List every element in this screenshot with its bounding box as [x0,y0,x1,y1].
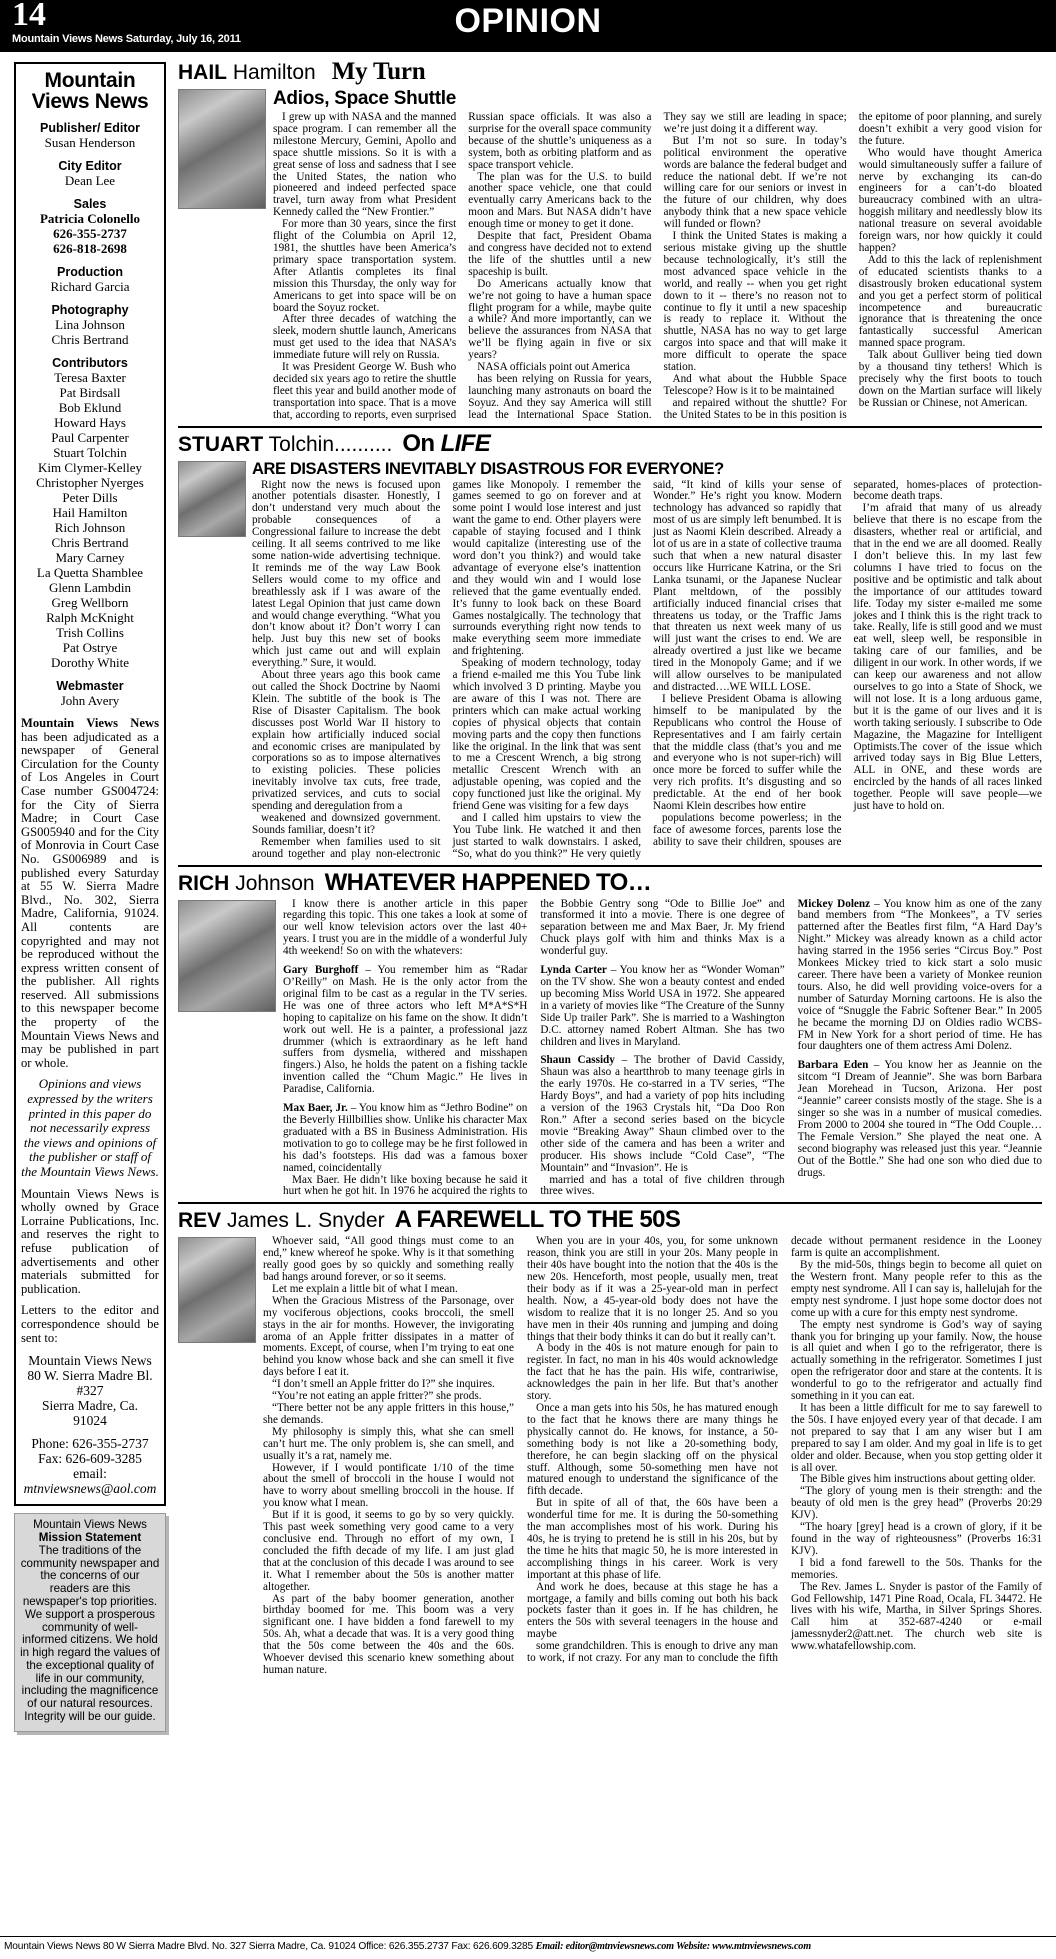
staff-role: Sales [73,197,107,211]
paragraph: About three years ago this book came out called the Shock Doctrine by Naomi Klein. The subtitle of the book is The Rise of Disaster Capitalism. The book discusses post World War II history to explain how artificially induced social and economic crises are manipulated by corporations so as to impose alternatives to existing policies. These policies inevitably involve tax cuts, free trade, privatized services, and cuts to social spending and deregulation from a [252,669,441,813]
staff-name: Susan Henderson [44,135,136,150]
tolchin-title-plain: On [402,429,441,457]
staff-name: Dorothy White [50,655,130,670]
paragraph: But if it is good, it seems to go by so very quickly. This past week something very good came to a very conclusive end. Through no effort of my own, I concluded the fifth decade of my life. I am just glad that at the conclusion of this decade I was around to see it. What I remember about the 50s is another matter altogether. [263,1509,514,1593]
footer-email-website: Email: editor@mtnviewsnews.com Website: www.mtnviewsnews.com [535,1941,811,1952]
paragraph: Once a man gets into his 50s, he has matured enough to the fact that he knows there are many things he physically cannot do. He knows, for instance, a 50-something body is not like a 20-something body, therefore, he can begin slacking off on the physical stuff. Although, some 50-something men have not matured enough to understand the significance of the fifth decade. [527,1402,778,1498]
page-number: 14 [12,0,46,33]
tolchin-column-title [402,430,490,458]
paragraph: Talk about Gulliver being tied down by a thousand tiny tethers! Which is precisely why the first boots to touch down on the Martian surface will likely be Russian or Chinese, not American. [858,349,1042,409]
paragraph: When the Gracious Mistress of the Parsonage, over my vociferous objections, cooks broccoli, the smell stays in the air for months. However, the invigorating aroma of an Apple fritter dissipates in a matter of moments. Except, of course, when I’m trying to eat one behind you know whose back and she can smell it five days before I eat it. [263,1294,514,1379]
johnson-author-photo [178,900,276,1012]
tolchin-byline [178,433,392,457]
letters-intro: Letters to the editor and correspondence should be sent to: [21,1303,159,1345]
johnson-column-title: WHATEVER HAPPENED TO… [324,868,652,896]
fax-line: Fax: 626-609-3285 [38,1451,142,1467]
staff-name: Teresa Baxter [54,370,126,385]
staff-name: Christopher Nyerges [36,475,144,490]
adjudication-lead: Mountain Views News [21,716,159,730]
article-tolchin [178,430,1042,861]
paragraph: However, if I would pontificate 1/10 of the time about the smell of broccoli in the house I would not have to worry about smelling broccoli in the house. If you know what I mean. [263,1461,514,1510]
address-line: #327 [76,1383,104,1399]
email-address[interactable]: mtnviewsnews@aol.com [23,1481,157,1497]
paragraph: When you are in your 40s, you, for some unknown reason, think you are still in your 20s. Many people in their 40s have bought into the notion that the 40s is the new 20s. Henceforth, most people, usually men, treat their body as if it was a 25-year-old man in perfect health. Now, a 45-year-old body does not have the wisdom to realize that it is no longer 25. And so you have men in their 40s running and jumping and doing things that their body thinks it can do but it really can’t. [527,1235,778,1343]
main-content [178,58,1042,1677]
staff-role: Production [57,265,123,279]
paragraph: But in spite of all of that, the 60s have been a wonderful time for me. It is during the 50-something the man accomplishes most of his work. During his 40s, he is trying to pretend he is still in his 20s, but by the time he hits that magic 50, he is more interested in accomplishing things in his career. Work is very important at this phase of life. [527,1497,778,1581]
paragraph: “The glory of young men is their strength: and the beauty of old men is the grey head” (Proverbs 20:29 KJV). [791,1485,1042,1522]
footer-plain: Mountain Views News 80 W Sierra Madre Blvd. No. 327 Sierra Madre, Ca. 91024 Office: 626.355.2737 Fax: 626.609.3285 [4,1941,536,1952]
johnson-byline-first: RICH [178,871,230,895]
paragraph: It was President George W. Bush who decided six years ago to retire the shuttle fleet this year and build another mode of transportation into space. That is a move that, according to reports, even surprised Russian space officials. It was also a surprise for the overall space community because of the shuttle’s uniqueness as a system, both as orbiting platform and as space transport vehicle. [273,111,652,421]
paragraph: “There better not be any apple fritters in this house,” she demands. [263,1402,514,1426]
paragraph: Gary Burghoff – You remember him as “Radar O’Reilly” on Mash. He is the only actor from the original film to be cast as a regular in the TV series. He was one of three actors who left M*A*S*H hoping to capitalize on his fame on the show. It didn’t work out well. He is a painter, a professional jazz drummer (which is extraordinary as he left hand suffers from dysmelia, withered and misshapen fingers.) Also, he holds the patent on a fishing tackle invention called the “Chum Magic.” He lives in Paradise, California. [283,964,528,1096]
article-hamilton [178,58,1042,422]
hamilton-column-head [178,58,1042,88]
snyder-author-photo [178,1237,256,1343]
staff-role: Photography [51,303,129,317]
staff-name: Trish Collins [56,625,124,640]
paragraph: After three decades of watching the sleek, modern shuttle launch, Americans must get used to the idea that NASA’s immediate future will rely on Russia. [273,313,457,362]
paragraph: I think the United States is making a serious mistake giving up the shuttle because technologically, it’s still the most advanced space vehicle in the world, and really -- when you get right down to it -- there’s no reason not to continue to fly it until a new spaceship is ready to replace it. Without the shuttle, NASA has no way to get large cargos into space and that will make it more difficult to operate the space station. [663,230,847,374]
staff-name: Greg Wellborn [51,595,129,610]
staff-role: Contributors [52,356,128,370]
staff-role: Webmaster [56,679,124,693]
paragraph: Lynda Carter – You know her as “Wonder Woman” on the TV show. She won a beauty contest and ended up becoming Miss World USA in 1972. She appeared in a variety of movies like “The Creature of the Sunny Side Up trailer Park”. She is married to a Washington D.C. attorney named Robert Altman. She has two children and lives in Maryland. [540,964,785,1048]
masthead-title: Mountain Views News [31,69,149,113]
paragraph: has been relying on Russia for years, launching many astronauts on board the Soyuz. And they say America will still lead the International Space Station. They say we still are leading in space; we’re just doing it a different way. [468,111,847,421]
paragraph: some grandchildren. This is enough to drive any man to work, if not crazy. For any man to conclude the fifth decade without permanent residence in the Looney farm is quite an accomplishment. [527,1235,1042,1665]
page-header-bar [0,0,1056,52]
staff-role: Publisher/ Editor [39,121,140,135]
staff-name: Richard Garcia [50,279,130,294]
paragraph: The plan was for the U.S. to build another space vehicle, one that could eventually carry Americans back to the moon and Mars. But NASA didn’t have enough time or money to get it done. [468,170,652,231]
adjudication-text [21,717,159,1070]
paragraph: And what about the Hubble Space Telescope? How is it to be maintained [663,372,847,397]
staff-name: 626-818-2698 [53,241,127,256]
staff-name: La Quetta Shamblee [36,565,144,580]
paragraph: The Rev. James L. Snyder is pastor of the Family of God Fellowship, 1471 Pine Road, Ocala, FL 34472. He lives with his wife, Martha, in Silver Springs Shores. Call him at 352-687-4240 or e-mail jamessnyder2@att.net. The church web site is www.whatafellowship.com. [791,1580,1042,1653]
masthead-box [14,62,166,1506]
hamilton-byline [178,61,316,85]
paragraph: populations become powerless; in the face of awesome forces, parents lose the ability to save their children, spouses are separated, homes-places of protection-become death traps. [653,478,1042,848]
paragraph: “I don’t smell an Apple fritter do I?” she inquires. [272,1378,495,1391]
paragraph: Mickey Dolenz – You know him as one of the zany band members from “The Monkees”, a TV series patterned after the Beatles first film, “A Hard Day’s Night.” Mickey was already known as a child actor having starred in the 1956 series “Circus Boy.” Post Monkees Mickey tried to kick start a solo music career. There have been a variety of Monkee reunion tours. Also, he did well providing voice-overs for a number of Saturday Morning cartoons. He is also the voice of “Snuggle the Fabric Softener Bear.” In 2005 he became the morning DJ on Oldies radio WCBS-FM in New York for a short period of time. He has four daughters one of them actress Ami Dolenz. [797,897,1042,1053]
paragraph-lead-name: Lynda Carter [540,964,607,977]
paragraph: “You’re not eating an apple fritter?” she prods. [272,1390,482,1403]
staff-name: Pat Ostrye [62,640,118,655]
staff-name: John Avery [60,693,120,708]
mission-heading: Mission Statement [38,1530,142,1544]
article-johnson [178,869,1042,1199]
snyder-byline-last: James L. Snyder [227,1209,385,1233]
snyder-byline-first: REV [178,1209,222,1233]
paragraph: As part of the baby boomer generation, another birthday boomed for me. This boom was a very significant one. I have bidden a fond farewell to my 50s. Ah, what a decade that was. It is a very good thing that the 50s come between the 40s and the 60s. Whoever devised this scenario knew something about human nature. [263,1592,514,1676]
mailing-address [21,1353,159,1428]
masthead-sidebar [14,62,166,1732]
staff-name: Mary Carney [55,550,125,565]
adjudication-body: has been adjudicated as a newspaper of General Circulation for the County of Los Angeles in Court Case number GS004724: for the City of Sierra Madre; in Court Case GS005940 and for the City of Monrovia in Court Case No. GS006989 and is published every Saturday at 55 W. Sierra Madre Blvd., No. 302, Sierra Madre, California, 91024. All contents are copyrighted and may not be reproduced without the express written consent of the publisher. All rights reserved. All submissions to this newspaper become the property of the Mountain Views News and may be published in part or whole. [21,729,159,1070]
paragraph: I’m afraid that many of us already believe that there is no escape from the disasters, whether real or artificial, and that in the end we are all doomed. Really I don’t believe this. In my last few columns I have tried to focus on the positive and be optimistic and talk about the importance of our attitudes toward life. Today my sister e-mailed me some jokes and I think this is the right track to take. Really, life is still good and we must eat well, sleep well, be responsible in taking care of our families, and be diligent in our work. In other words, if we can keep our awareness and not allow ourselves to go into a State of Shock, we will not lose. It is a long arduous game, but it is the game of our lives and it is worth taking seriously. I subscribe to Ode Magazine, the Magazine for Intelligent Optimists.The cover of the issue which arrived today says in Big Blue Letters, ALL in ONE, and these words are encircled by the hands of all races linked together. People will save people—we just have to hold on. [853,502,1042,813]
paragraph: My philosophy is simply this, what she can smell can’t hurt me. The only problem is, she can smell, and usually it’s a rat, namely me. [263,1425,514,1462]
tolchin-body [252,480,1042,861]
address-line: 80 W. Sierra Madre Bl. [27,1368,153,1384]
paragraph: By the mid-50s, things begin to become all quiet on the Western front. Many people refer to this as the empty nest syndrome. All I can say is, hallelujah for the empty nest syndrome. I just hope some doctor does not come up with a cure for this empty nest syndrome. [791,1259,1042,1319]
staff-name: Glenn Lambdin [49,580,131,595]
staff-role: City Editor [58,159,122,173]
paragraph: Let me explain a little bit of what I mean. [272,1282,458,1295]
paragraph: married and has a total of five children through three wives. [540,1173,785,1198]
paragraph: The Bible gives him instructions about getting older. [800,1473,1036,1486]
paragraph: Max Baer, Jr. – You know him as “Jethro Bodine” on the Beverly Hillbillies show. Unlike his character Max graduated with a BS in Business Administration. His motivation to go to college may be he first followed in his dad’s footsteps. His dad was a famous boxer named, coincidentally [283,1102,528,1174]
tolchin-author-photo [178,461,246,537]
snyder-column-head [178,1206,1042,1236]
staff-list [21,121,159,708]
paragraph: The empty nest syndrome is God’s way of saying thank you for bringing up your family. Now, the house is all quiet and when I go to the refrigerator, there is actually something in the refrigerator. Sometimes I just open the refrigerator door and stare at the contents. It is wonderful to go to the refrigerator and actually find something in it you can eat. [791,1318,1042,1403]
paragraph: Despite that fact, President Obama and congress have decided not to extend the life of the shuttles until a new spaceship is built. [468,230,652,278]
paragraph-lead-name: Max Baer, Jr. [283,1102,348,1115]
staff-name: Howard Hays [54,415,126,430]
staff-name: Paul Carpenter [51,430,129,445]
staff-name: 626-355-2737 [53,226,127,241]
staff-name: Stuart Tolchin [53,445,127,460]
address-line: Mountain Views News [28,1353,152,1369]
staff-name: Lina Johnson [55,317,125,332]
hamilton-byline-first: HAIL [178,61,227,84]
tolchin-byline-first: STUART [178,432,264,456]
paragraph-lead-name: Shaun Cassidy [540,1054,615,1067]
paragraph: Whoever said, “All good things must come to an end,” knew whereof he spoke. Why is it that something really good goes by so quickly and something really bad hangs around forever, or so it seems. [263,1235,514,1284]
mission-text: The traditions of the community newspaper and the concerns of our readers are this newspaper's top priorities. We support a prosperous community of well-informed citizens. We hold in high regard the values of the exceptional quality of life in our community, including the magnificence of our natural resources. Integrity will be our guide. [20,1543,160,1724]
mission-paper-name: Mountain Views News [33,1518,147,1532]
ownership-text: Mountain Views News is wholly owned by Grace Lorraine Publications, Inc. and reserves the right to refuse publication of advertisements and other materials submitted for publication. [21,1186,159,1296]
paragraph: “The hoary [grey] head is a crown of glory, if it be found in the way of righteousness” (Proverbs 16:31 KJV). [791,1521,1042,1557]
section-title: OPINION [454,2,602,40]
staff-name: Chris Bertrand [51,332,129,347]
paragraph: and repaired without the shuttle? For the United States to be in this position is the epitome of poor planning, and surely doesn’t exhibit a very good vision for the future. [663,111,1042,421]
divider-rule-3 [178,1202,1042,1204]
address-line: Sierra Madre, Ca. [42,1398,138,1414]
opinions-disclaimer: Opinions and views expressed by the writers printed in this paper do not necessarily express the views and opinions of the publisher or staff of the Mountain Views News. [21,1076,159,1179]
tolchin-column-head [178,430,1042,460]
address-line: 91024 [73,1413,107,1429]
johnson-body [283,899,1042,1199]
paragraph: A body in the 40s is not mature enough for pain to register. In fact, no man in his 40s would acknowledge the fact that he has the pain. His wife, contrariwise, acknowledges the pain in her life. But that’s another story. [527,1342,778,1403]
hamilton-byline-last: Hamilton [232,61,316,84]
staff-name: Patricia Colonello [39,211,140,226]
paragraph: NASA officials point out America [477,361,630,374]
paragraph: Remember when families used to sit around together and play non-electronic games like Monopoly. I remember the games seemed to go on forever and at some point I would lose interest and just want the game to end. Other players were capable of staying focused and I think would capitalize (interesting use of the word don’t you think?) and would take advantage of everyone else’s inattention and they would win and I would lose relieved that the game eventually ended. It’s funny to look back on these Board Games nostalgically. The technology that surrounds everything right now tends to make everything seem more immediate and frightening. [252,478,641,860]
paragraph-lead-name: Barbara Eden [797,1059,869,1072]
paragraph: weakened and downsized government. Sounds familiar, doesn’t it? [252,811,441,836]
staff-name: Kim Clymer-Kelley [37,460,143,475]
paragraph-lead-name: Mickey Dolenz [797,897,871,910]
hamilton-body [273,112,1042,422]
paragraph: For more than 30 years, since the first flight of the Columbia on April 12, 1981, the shuttles have been America’s primary space transportation system. After Atlantis completes its final mission this Thursday, the only way for Americans to get into space will be on board the Soyuz rocket. [273,218,457,314]
divider-rule-2 [178,865,1042,867]
snyder-byline [178,1209,385,1233]
paragraph: I bid a fond farewell to the 50s. Thanks for the memories. [791,1556,1042,1581]
snyder-column-title: A FAREWELL TO THE 50S [394,1206,681,1234]
paragraph: Speaking of modern technology, today a friend e-mailed me this You Tube link which involved 3 D printing. Maybe you are aware of this I was not. There are printers which can make actual working copies of physical objects that contain moving parts and the copy then functions like the original. In the link that was sent to me a Crescent Wrench, a big strong metallic Crescent Wrench with an adjustable opening, was copied and the copy functioned just like the original. My friend Gene was visiting for a few days [452,657,641,813]
staff-name: Ralph McKnight [46,610,134,625]
tolchin-headline: ARE DISASTERS INEVITABLY DISASTROUS FOR EVERYONE? [252,459,724,478]
paragraph: I know there is another article in this paper regarding this topic. This one takes a look at some of our well know television actors over the last 40+ years. I trust you are in the middle of a wonderful July 4th weekend! So on with the whatevers: [283,897,528,958]
paragraph: I grew up with NASA and the manned space program. I can remember all the milestone Mercury, Gemini, Apollo and space shuttle missions. So it is with a great sense of loss and sadness that I see the United States, the nation who pioneered and indeed perfected space travel, turn away from what President Kennedy called the “New Frontier.” [273,111,457,219]
paragraph: Add to this the lack of replenishment of educated scientists thanks to a disastrously broken educational system and you get a perfect storm of political incompetence and bureaucratic ignorance that is threatening the once fantastically successful American manned space program. [858,253,1042,350]
paragraph: Who would have thought America would simultaneously suffer a failure of nerve by exchanging its can-do engineers for a can’t-do bloated bureaucracy combined with an ultra-hoggish military and needlessly blow its national treasure on several avoidable foreign wars, nor how quickly it could happen? [858,146,1042,254]
paragraph: Barbara Eden – You know her as Jeannie on the sitcom “I Dream of Jeannie”. She was born Barbara Jean Morehead in Tucson, Arizona. Her post “Jeannie” career consists mostly of the stage. She is a singer so she was in a number of musical comedies. From 2000 to 2004 she toured in “The Odd Couple…The Female Version.” She played the neat one. A second biography was released just this year. “Jeannie Out of the Bottle.” She had one son who died due to drugs. [797,1059,1042,1179]
johnson-byline [178,872,315,896]
article-snyder [178,1206,1042,1677]
tolchin-title-italic: LIFE [440,429,491,457]
johnson-byline-last: Johnson [235,871,315,895]
staff-name: Hail Hamilton [52,505,128,520]
paper-name-date: Mountain Views News Saturday, July 16, 2011 [12,33,241,45]
staff-name: Dean Lee [64,173,116,188]
johnson-column-head [178,869,1042,899]
paragraph: I believe President Obama is allowing himself to be manipulated by the Republicans who control the House of Representatives and I am fairly certain that the middle class (that’s you and me and everyone who is not super-rich) will once more be forced to suffer while the very rich profits. It’s disgusting and so predictable. At the end of her book Naomi Klein describes how entire [653,692,842,813]
mission-statement-box [14,1513,166,1732]
email-label: email: [73,1466,107,1482]
contact-phone [21,1436,159,1496]
paragraph: Shaun Cassidy – The brother of David Cassidy, Shaun was also a heartthrob to many teenage girls in the early 1970s. He co-starred in a TV series, “The Hardy Boys”, and had a variety of pop hits including a version of the 1963 Crystals hit, “Da Doo Ron Ron.” After a second series based on the bicycle movie “Breaking Away” Shaun climbed over to the other side of the camera and has been a writer and producer. His shows include “Cold Case”, “The Mountain” and “Invasion”. He is [540,1054,785,1174]
tolchin-byline-last: Tolchin.......... [268,432,393,456]
staff-name: Peter Dills [62,490,118,505]
staff-name: Bob Eklund [58,400,122,415]
paragraph: And work he does, because at this stage he has a mortgage, a family and bills coming out both his back pockets faster than it goes in. If he has children, he enters the 50s with several teenagers in the house and maybe [527,1580,778,1641]
paragraph-lead-name: Gary Burghoff [283,964,359,977]
hamilton-column-title: My Turn [331,58,426,85]
paragraph: Do Americans actually know that we’re not going to have a human space flight program for a while, maybe quite a while? And more importantly, can we believe the assurances from NASA that we’ll be flying again in five or six years? [468,277,652,362]
paragraph: and I called him upstairs to view the You Tube link. He watched it and then just started to walk downstairs. I asked, “So, what do you think?” He very quietly said, “It kind of kills your sense of Wonder.” He’s right you know. Modern technology has advanced so rapidly that most of us are simply left benumbed. It is just as Naomi Klein described. Already a lot of us are in a state of collective trauma such that when a new natural disaster occurs like Hurricane Katrina, or the Sri Lanka tsunami, or the Japanese Nuclear Plant meltdown, of the possibly artificially induced financial crises that threatens us today, or the Traffic Jams that threaten us next week many of us will just want the crises to end. We are already overtired a just like we became tired in the Monopoly Game; and if we will allow ourselves to be manipulated and distracted….WE WILL LOSE. [452,478,842,860]
staff-name: Rich Johnson [54,520,126,535]
paragraph: It has been a little difficult for me to say farewell to the 50s. I have enjoyed every year of that decade. I am not prepared to say that I am any wiser but I am prepared to say I am older. And my goal in life is to get older and older. Because, when you stop getting older it is all over. [791,1402,1042,1474]
paragraph: But I’m not so sure. In today’s political environment the operative words are balance the federal budget and reduce the national debt. If we’re not willing care for our seniors or invest in the future of our children, why does anybody think that a new space vehicle will funded or flown? [663,134,847,231]
footer-text [4,1941,811,1952]
phone-line: Phone: 626-355-2737 [31,1436,149,1452]
page-footer [0,1936,1056,1959]
snyder-body [263,1236,1042,1677]
divider-rule-1 [178,426,1042,428]
paragraph: Max Baer. He didn’t like boxing because he said it hurt when he got hit. In 1976 he acquired the rights to the Bobbie Gentry song “Ode to Billie Joe” and transformed it into a movie. There is one degree of separation between me and Max Baer, Jr. My friend Chuck plays golf with him and thinks Max is a wonderful guy. [283,897,785,1198]
hamilton-author-photo [178,89,266,209]
hamilton-headline: Adios, Space Shuttle [273,88,456,109]
staff-name: Chris Bertrand [51,535,129,550]
staff-name: Pat Birdsall [59,385,121,400]
paragraph: Right now the news is focused upon another potentials disaster. Honestly, I don’t understand very much about the probable consequences of a Congressional failure to increase the debt ceiling. It all seems contrived to me like some nation-wide advertising technique. It reminds me of the way Law Book Sellers would come to my office and breathlessly ask if I was aware of the latest Legal Opinion that just came down and would change everything. “What you don’t know about it? Don’t worry I can help. Just buy this new set of books which just came out and will explain everything.” Sure, it would. [252,478,441,670]
